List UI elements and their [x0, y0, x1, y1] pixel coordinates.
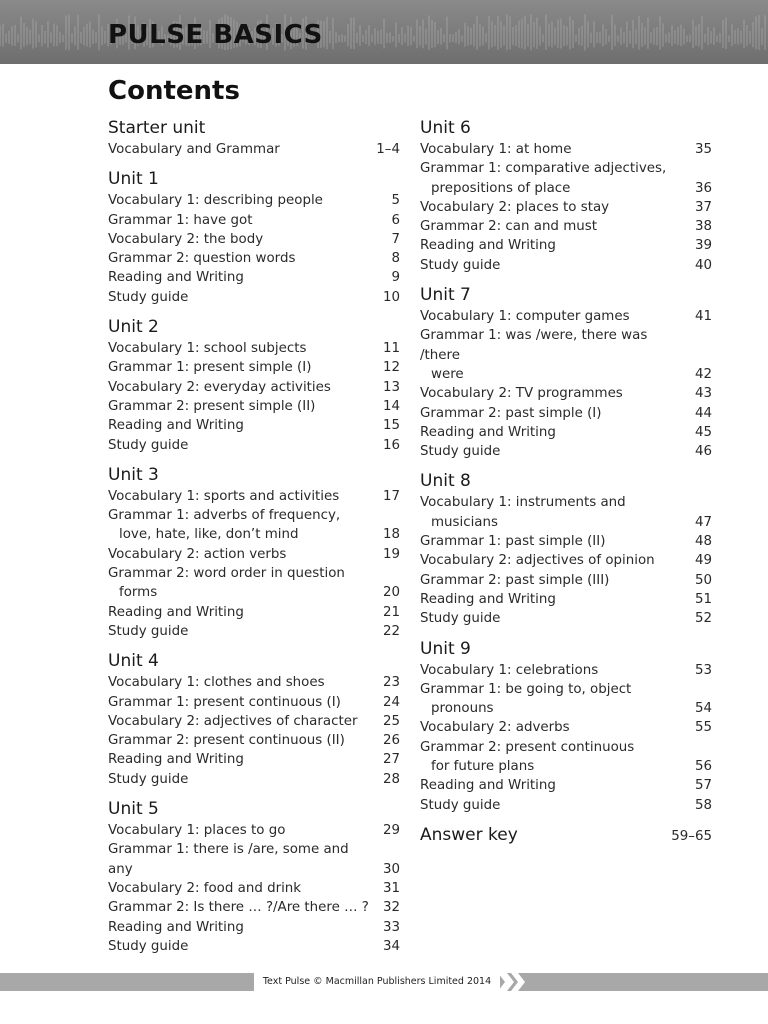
entry-title-line: Grammar 1: comparative adjectives,	[420, 161, 667, 177]
unit-heading: Unit 9	[420, 638, 471, 659]
entry-title	[108, 416, 252, 435]
entry-title-line: Grammar 1: adverbs of frequency,	[108, 508, 341, 524]
entry-title	[420, 718, 578, 737]
contents-entry	[420, 493, 712, 532]
contents-entry	[420, 738, 712, 777]
entry-title	[108, 731, 353, 750]
entry-title-line: Grammar 2: past simple (I)	[420, 405, 602, 421]
entry-title-line: Grammar 1: present continuous (I)	[108, 694, 341, 710]
contents-unit-section	[108, 650, 400, 789]
contents-entry	[108, 622, 400, 641]
entry-page-number: 15	[382, 418, 400, 434]
entry-title-line: Grammar 1: be going to, object	[420, 681, 632, 697]
contents-unit-section	[420, 117, 712, 275]
entry-title	[420, 326, 695, 384]
contents-entry	[420, 442, 712, 461]
entry-page-number: 26	[382, 733, 400, 749]
entry-title-line: Grammar 1: have got	[108, 212, 253, 228]
entry-title	[420, 493, 634, 532]
contents-entry	[108, 416, 400, 435]
entry-title-line: Grammar 1: there is /are, some and any	[108, 842, 349, 877]
entry-page-number: 46	[694, 444, 712, 460]
entry-page-number: 25	[382, 713, 400, 729]
contents-unit-section	[108, 798, 400, 956]
contents-entry	[108, 268, 400, 287]
entry-title	[108, 712, 365, 731]
entry-title	[108, 339, 314, 358]
entry-page-number: 8	[391, 251, 400, 267]
footer-copyright: Text Pulse © Macmillan Publishers Limited 2014	[254, 973, 500, 991]
entry-title-line: Study guide	[108, 623, 189, 639]
entry-page-number: 52	[694, 611, 712, 627]
entry-title	[108, 487, 347, 506]
entry-page-number: 11	[382, 341, 400, 357]
contents-entry	[108, 339, 400, 358]
contents-entry	[108, 918, 400, 937]
contents-unit-section	[420, 470, 712, 628]
entry-page-number: 17	[382, 488, 400, 504]
contents-entry	[420, 551, 712, 570]
contents-entry	[420, 776, 712, 795]
entry-page-number: 49	[694, 553, 712, 569]
entry-title	[108, 397, 323, 416]
entry-title-line: Vocabulary 1: at home	[420, 142, 572, 157]
contents-entry	[108, 879, 400, 898]
entry-page-number: 24	[382, 694, 400, 710]
contents-entry	[108, 693, 400, 712]
entry-title-line: Vocabulary 1: computer games	[420, 309, 630, 325]
entry-title	[108, 545, 294, 564]
entry-page-number: 13	[382, 379, 400, 395]
entry-title	[108, 673, 333, 692]
entry-title	[420, 384, 631, 403]
entry-page-number: 29	[382, 823, 400, 839]
entry-title	[420, 140, 579, 159]
entry-title-line: Vocabulary 2: places to stay	[420, 199, 610, 215]
contents-entry	[420, 326, 712, 384]
entry-page-number: 19	[382, 546, 400, 562]
contents-entry	[420, 140, 712, 159]
entry-page-number: 10	[382, 289, 400, 305]
entry-title	[420, 256, 508, 275]
entry-page-number: 1–4	[376, 142, 400, 157]
entry-page-number: 12	[382, 360, 400, 376]
contents-entry	[108, 603, 400, 622]
entry-title	[108, 378, 339, 397]
unit-heading: Unit 4	[108, 651, 159, 672]
entry-title-line: Vocabulary 2: TV programmes	[420, 386, 623, 402]
entry-title-line: Reading and Writing	[420, 238, 556, 254]
contents-entry	[108, 840, 400, 879]
entry-title	[420, 571, 617, 590]
entry-title-line: Reading and Writing	[420, 591, 556, 607]
entry-title-continuation: for future plans	[431, 759, 535, 775]
entry-title-line: Vocabulary 1: instruments and	[420, 495, 626, 511]
contents-entry	[420, 796, 712, 815]
contents-entry	[108, 397, 400, 416]
entry-title	[420, 442, 508, 461]
entry-page-number: 6	[391, 212, 400, 228]
entry-title-line: Grammar 2: can and must	[420, 219, 597, 235]
entry-title	[108, 750, 252, 769]
entry-title	[108, 230, 271, 249]
entry-title	[420, 551, 663, 570]
entry-page-number: 43	[694, 386, 712, 402]
answer-key-heading: Answer key	[420, 824, 518, 845]
entry-title-line: Study guide	[108, 437, 189, 453]
entry-title	[108, 622, 196, 641]
entry-title-line: Grammar 2: past simple (III)	[420, 572, 610, 588]
contents-entry	[420, 159, 712, 198]
brand-logo: PULSE BASICS	[108, 20, 323, 50]
entry-page-number: 45	[694, 424, 712, 440]
entry-page-number: 34	[382, 938, 400, 954]
entry-title-line: Grammar 2: Is there … ?/Are there … ?	[108, 900, 369, 916]
unit-heading: Starter unit	[108, 118, 206, 138]
entry-title-line: Vocabulary 1: school subjects	[108, 341, 307, 357]
entry-title	[108, 268, 252, 287]
entry-page-number: 20	[382, 585, 400, 601]
answer-key-section	[420, 824, 712, 847]
entry-title	[108, 603, 252, 622]
contents-entry	[108, 545, 400, 564]
contents-entry	[108, 673, 400, 692]
unit-heading: Unit 5	[108, 799, 159, 820]
contents-unit-section	[420, 638, 712, 815]
contents-entry	[108, 358, 400, 377]
entry-title-line: Grammar 1: was /were, there was /there	[420, 328, 648, 363]
entry-title-line: Vocabulary 2: action verbs	[108, 546, 287, 562]
entry-title-line: Reading and Writing	[108, 604, 244, 620]
entry-page-number: 18	[382, 527, 400, 543]
entry-title-line: Vocabulary and Grammar	[108, 142, 280, 157]
entry-title-line: Reading and Writing	[420, 778, 556, 794]
entry-page-number: 56	[694, 759, 712, 775]
entry-title	[108, 918, 252, 937]
contents-entry	[420, 423, 712, 442]
entry-title	[420, 159, 674, 198]
contents-unit-section	[108, 168, 400, 307]
contents-entry	[420, 404, 712, 423]
entry-title	[420, 796, 508, 815]
entry-page-number: 39	[694, 238, 712, 254]
entry-page-number: 28	[382, 771, 400, 787]
entry-page-number: 22	[382, 623, 400, 639]
entry-page-number: 50	[694, 572, 712, 588]
page-header	[0, 0, 768, 64]
entry-title	[420, 532, 613, 551]
entry-title-line: Grammar 2: present continuous	[420, 739, 635, 755]
contents-entry	[420, 571, 712, 590]
contents-entry	[108, 191, 400, 210]
entry-title-line: Study guide	[420, 257, 501, 273]
entry-title-line: Grammar 2: present continuous (II)	[108, 733, 345, 749]
entry-title-line: Vocabulary 1: describing people	[108, 193, 323, 209]
entry-page-number: 57	[694, 778, 712, 794]
contents-entry	[108, 140, 400, 159]
entry-title	[108, 564, 353, 603]
contents-entry	[420, 532, 712, 551]
entry-title-line: Vocabulary 1: clothes and shoes	[108, 675, 325, 691]
contents-entry	[108, 506, 400, 545]
entry-title	[420, 423, 564, 442]
entry-title-line: Vocabulary 2: the body	[108, 231, 264, 247]
entry-page-number: 44	[694, 405, 712, 421]
entry-title-line: Study guide	[108, 771, 189, 787]
entry-title-line: Grammar 1: past simple (II)	[420, 534, 606, 550]
entry-title-line: Reading and Writing	[108, 270, 244, 286]
unit-heading: Unit 1	[108, 169, 159, 190]
entry-title	[108, 693, 349, 712]
contents-entry	[420, 384, 712, 403]
entry-title-line: Vocabulary 2: adverbs	[420, 720, 570, 736]
unit-heading: Unit 2	[108, 317, 159, 338]
entry-page-number: 37	[694, 199, 712, 215]
contents-entry	[108, 750, 400, 769]
contents-entry	[108, 378, 400, 397]
contents-entry	[420, 609, 712, 628]
entry-title	[108, 821, 293, 840]
contents-entry	[108, 731, 400, 750]
unit-heading: Unit 7	[420, 285, 471, 306]
entry-title	[108, 140, 288, 159]
entry-title-continuation: pronouns	[431, 701, 494, 717]
entry-title-line: Vocabulary 2: food and drink	[108, 880, 302, 896]
contents-entry	[420, 198, 712, 217]
entry-title-line: Vocabulary 2: adjectives of character	[108, 713, 358, 729]
entry-title	[420, 198, 617, 217]
entry-title	[108, 770, 196, 789]
entry-page-number: 55	[694, 720, 712, 736]
contents-entry	[420, 661, 712, 680]
entry-page-number: 32	[382, 900, 400, 916]
entry-page-number: 7	[391, 231, 400, 247]
entry-page-number: 36	[694, 180, 712, 196]
entry-title-line: Grammar 2: question words	[108, 251, 296, 267]
entry-title-line: Vocabulary 2: adjectives of opinion	[420, 553, 655, 569]
entry-title	[108, 288, 196, 307]
entry-title-line: Reading and Writing	[108, 919, 244, 935]
contents-entry	[420, 217, 712, 236]
entry-page-number: 47	[694, 514, 712, 530]
entry-page-number: 42	[694, 366, 712, 382]
entry-title-line: Grammar 2: word order in question	[108, 566, 345, 582]
entry-title-line: Study guide	[420, 444, 501, 460]
contents-right-column	[420, 117, 712, 856]
answer-key-page: 59–65	[671, 828, 712, 844]
entry-page-number: 51	[694, 591, 712, 607]
entry-title-line: Vocabulary 1: sports and activities	[108, 488, 340, 504]
entry-title-line: Reading and Writing	[108, 418, 244, 434]
page-title: Contents	[108, 76, 240, 106]
entry-title	[420, 738, 642, 777]
contents-entry	[108, 249, 400, 268]
entry-title-line: Study guide	[420, 797, 501, 813]
contents-entry	[108, 937, 400, 956]
entry-page-number: 9	[391, 270, 400, 286]
contents-entry	[108, 211, 400, 230]
entry-page-number: 5	[391, 193, 400, 209]
entry-title-line: Vocabulary 2: everyday activities	[108, 379, 331, 395]
contents-unit-section	[420, 284, 712, 461]
entry-title	[108, 436, 196, 455]
entry-title	[420, 776, 564, 795]
unit-heading: Unit 3	[108, 464, 159, 485]
contents-entry	[420, 680, 712, 719]
contents-unit-section	[108, 316, 400, 455]
entry-page-number: 53	[694, 662, 712, 678]
entry-title-line: Vocabulary 1: places to go	[108, 823, 286, 839]
entry-title	[420, 236, 564, 255]
entry-title	[420, 307, 638, 326]
entry-title-continuation: love, hate, like, don’t mind	[119, 527, 299, 543]
entry-title	[420, 404, 609, 423]
entry-page-number: 27	[382, 752, 400, 768]
entry-page-number: 40	[694, 257, 712, 273]
entry-page-number: 33	[382, 919, 400, 935]
contents-left-column	[108, 117, 400, 965]
entry-title-line: Study guide	[108, 938, 189, 954]
entry-page-number: 16	[382, 437, 400, 453]
contents-entry	[420, 718, 712, 737]
chevron-right-icon	[498, 973, 530, 991]
contents-entry	[108, 230, 400, 249]
entry-title	[108, 898, 377, 917]
contents-unit-section	[108, 117, 400, 159]
entry-title-continuation: musicians	[431, 514, 498, 530]
contents-entry	[108, 770, 400, 789]
entry-page-number: 35	[694, 142, 712, 157]
entry-title	[420, 590, 564, 609]
entry-title-line: Study guide	[108, 289, 189, 305]
entry-title	[108, 249, 303, 268]
entry-title-line: Reading and Writing	[420, 424, 556, 440]
contents-entry	[108, 436, 400, 455]
entry-title-line: Grammar 1: present simple (I)	[108, 360, 312, 376]
contents-entry	[420, 307, 712, 326]
entry-page-number: 54	[694, 701, 712, 717]
entry-title	[420, 217, 605, 236]
contents-entry	[108, 487, 400, 506]
contents-entry	[108, 821, 400, 840]
entry-page-number: 30	[382, 861, 400, 877]
entry-title	[108, 506, 348, 545]
entry-title-line: Study guide	[420, 611, 501, 627]
contents-entry	[108, 288, 400, 307]
entry-title-line: Vocabulary 1: celebrations	[420, 662, 599, 678]
entry-page-number: 14	[382, 398, 400, 414]
entry-title	[108, 211, 261, 230]
contents-entry	[108, 564, 400, 603]
unit-heading: Unit 8	[420, 471, 471, 492]
contents-entry	[108, 712, 400, 731]
entry-title-continuation: prepositions of place	[431, 180, 571, 196]
entry-title-continuation: forms	[119, 585, 158, 601]
entry-title-line: Reading and Writing	[108, 752, 244, 768]
entry-page-number: 21	[382, 604, 400, 620]
entry-title	[420, 680, 639, 719]
contents-entry	[108, 898, 400, 917]
contents-entry	[420, 256, 712, 275]
contents-unit-section	[108, 464, 400, 641]
contents-entry	[420, 236, 712, 255]
entry-title	[420, 609, 508, 628]
entry-title-continuation: were	[431, 366, 464, 382]
contents-entry	[420, 590, 712, 609]
entry-page-number: 48	[694, 534, 712, 550]
entry-title-line: Grammar 2: present simple (II)	[108, 398, 316, 414]
entry-title	[108, 191, 331, 210]
entry-title	[108, 358, 319, 377]
entry-title	[108, 840, 383, 879]
entry-page-number: 23	[382, 675, 400, 691]
unit-heading: Unit 6	[420, 118, 471, 138]
entry-title	[108, 879, 309, 898]
entry-title	[108, 937, 196, 956]
entry-title	[420, 661, 606, 680]
entry-page-number: 41	[694, 309, 712, 325]
entry-page-number: 58	[694, 797, 712, 813]
entry-page-number: 38	[694, 219, 712, 235]
entry-page-number: 31	[382, 880, 400, 896]
